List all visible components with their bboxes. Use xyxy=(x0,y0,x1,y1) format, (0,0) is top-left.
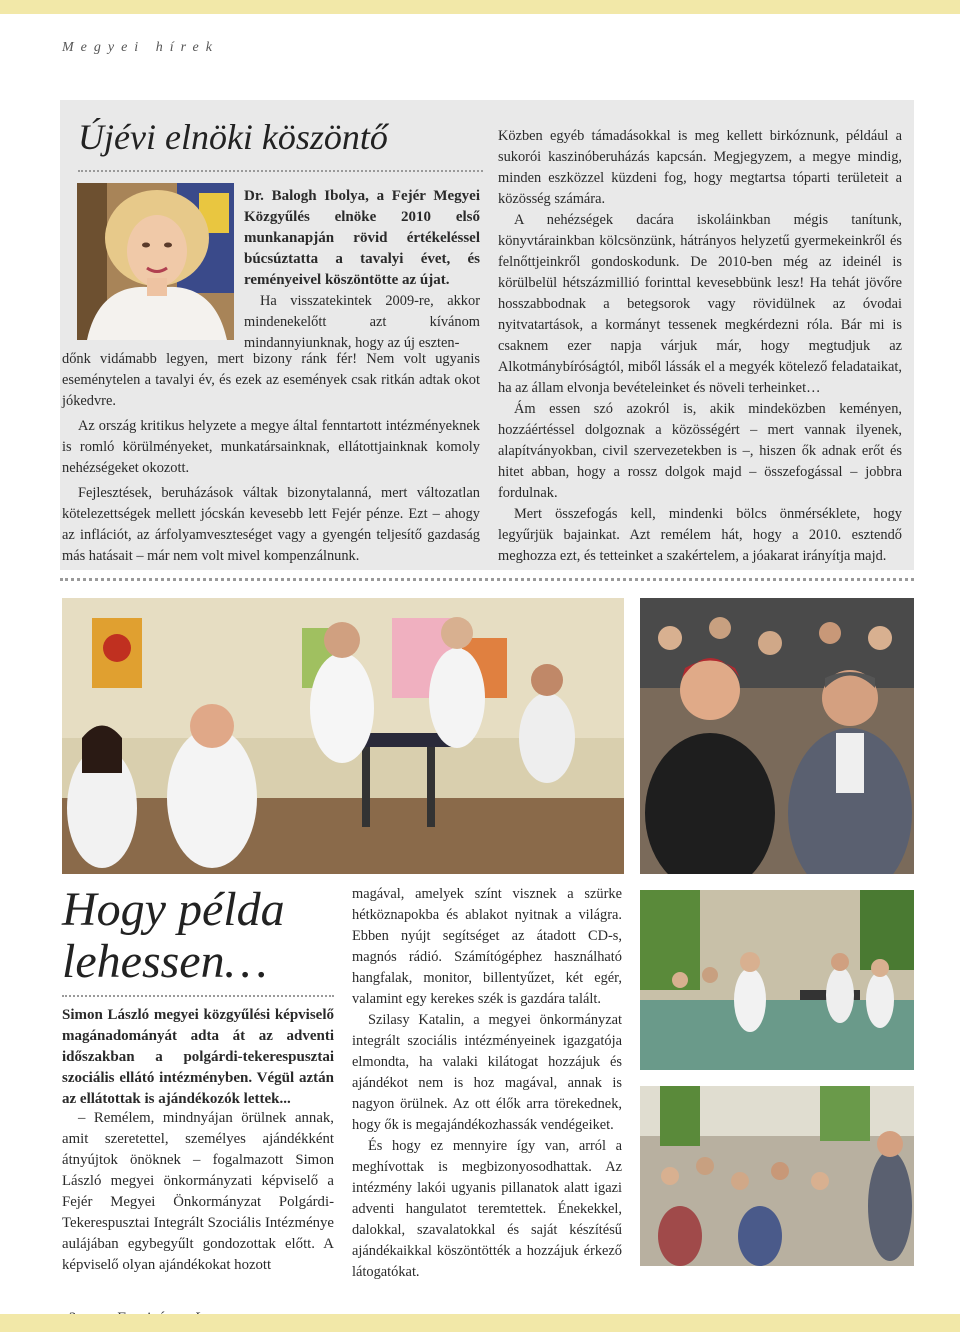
top-color-band xyxy=(0,0,960,14)
title-divider xyxy=(78,170,483,172)
paragraph-text: Fejlesztések, beruházások váltak bizonytalanná, mert változatlan kötelezettségek mellett jócskán kevesebb lett Fejér pénze. Ezt – ahogy az inflációt, az árfolyamveszteséget vagy a gyengén teljesítő gazdaság más hatásait – már nem volt mivel kompenzálnunk. xyxy=(62,485,480,564)
article1-intro: Dr. Balogh Ibolya, a Fejér Megyei Közgyűlés elnöke 2010 első munkanapján rövid értékeléssel búcsúztatta a tavalyi évet, és reményeivel köszöntötte az újat. xyxy=(244,188,480,288)
article2-intro: Simon László megyei közgyűlési képviselő magánadományát adta át az adventi időszakban a polgárdi-tekerespusztai szociális ellátó intézményben. Végül aztán az ellátottak is ajándékozók lettek... xyxy=(62,1007,334,1107)
paragraph-text: Ha visszatekintek 2009-re, akkor mindenekelőtt azt kívánom mindannyiunknak, hogy az új eszten- xyxy=(244,293,480,351)
article2-column-2 xyxy=(352,884,622,1283)
paragraph-text: dőnk vidámabb legyen, mert bizony ránk fér! Nem volt ugyanis eseménytelen a tavalyi év, és ezek az események csak ritkán adtak okot jókedvre. xyxy=(62,351,480,409)
paragraph-rest: Nem volt ugyanis eseménytelen a tavalyi év, és ezek az események csak ritkán adtak okot jókedvre. xyxy=(62,351,480,409)
paragraph-text: És hogy ez mennyire így van, arról a meghívottak is megbizonyosodhattak. Az intézmény lakói ugyanis pillanatok alatt igazi adventi hangulatot teremtettek. Énekekkel, dalokkal, szavalatokkal és saját készítésű ajándékaikkal köszöntötték a hozzájuk érkező látogatókat. xyxy=(352,1138,622,1280)
paragraph-text: Közben egyéb támadásokkal is meg kellett birkóznunk, például a sukorói kaszinóberuházás kapcsán. Megjegyzem, a megye mindig, minden eszközzel küzdeni fog, hogy megtartsa tóparti területeit a közösség számára. xyxy=(498,128,902,207)
section-divider xyxy=(60,578,914,581)
article2-title xyxy=(62,884,342,988)
article1-paragraph-1b xyxy=(62,349,480,567)
paragraph-text: A nehézségek dacára iskoláinkban mégis tanítunk, könyvtárainkban kölcsönzünk, hátrányos helyzetű gyermekeinkről és felnőttjeinkről gondoskodunk. De 2010-ben még az ideinél is körülbelül hétszázmillió forinttal kevesebbünk lesz! Ha tehát jövőre hosszabbodnak a betegsorok vagy rövidülnek az óvodai nyitvatartások, a kormányt tessenek megkérdezni róla. Bár mi is csaknem ezer napja várjuk már, hogy megtudjuk az Alkotmánybíróságtól, miből lássák el a megyék kötelező feladataikat, ha az állam elvonja bevételeinket és növeli terheinket… xyxy=(498,212,902,396)
section-label: Megyei hírek xyxy=(62,40,219,55)
article2-column-1 xyxy=(62,1108,334,1288)
paragraph-text: Ám essen szó azokról is, akik mindeközben keményen, hozzáértéssel dolgoznak a közösségért – mert vannak ilyenek, alapítványokban, civil szervezetekben is –, hiszen ők adnak erőt és hitet abban, hogy a rossz dolgok majd – összefogással – jobbra fordulnak. xyxy=(498,401,902,501)
portrait-photo xyxy=(77,183,234,340)
paragraph-text: Az ország kritikus helyzete a megye által fenntartott intézményeknek is romló körülményeket, munkatársainknak, ellátottjainknak komoly nehézségeket okozott. xyxy=(62,418,480,476)
paragraph-text: magával, amelyek színt visznek a szürke hétköznapokba és ablakot nyitnak a világra. Ebben nyújt segítséget az átadott CD-s, magnós rádió. Számítógéphez használható hangfalak, monitor, billentyűzet, két egér, valamint egy kerekes szék is gazdára talált. xyxy=(352,886,622,1007)
article1-paragraph-1a xyxy=(244,291,480,354)
paragraph-text: Szilasy Katalin, a megyei önkormányzat integrált szociális intézményeinek igazgatója elmondta, ha valaki kilátogat hozzájuk és ajándékot nem is hoz magával, annak is nagyon örülnek. Az ott élők arra törekednek, hogy ők is megajándékozhassák vendégeiket. xyxy=(352,1012,622,1133)
article2-title-line-1: Hogy példa xyxy=(62,883,285,936)
paragraph-text: – Remélem, mindnyájan örülnek annak, amit szeretettel, személyes ajándékként átnyújtok önöknek – fogalmazott Simon László megyei önkormányzati képviselő a Fejér Megyei Önkormányzat Polgárdi-Tekerespusztai Integrált Szociális Intézménye aulájában egybegyűlt gondozottak előtt. A képviselő olyan ajándékokat hozott xyxy=(62,1110,334,1273)
audience-photo xyxy=(640,598,914,874)
paragraph-text: Mert összefogás kell, mindenki bölcs önmérséklete, hogy legyűrjük bajainkat. Azt remélem hát, hogy a 2010. esztendő meghozza ezt, és tetteinket a szakértelem, a jóakarat irányítja majd. xyxy=(498,506,902,564)
presentation-photo xyxy=(640,890,914,1070)
article2-title-line-2: lehessen… xyxy=(62,935,268,988)
bottom-color-band xyxy=(0,1314,960,1332)
stage-performance-photo xyxy=(62,598,624,874)
speech-photo xyxy=(640,1086,914,1266)
article1-title: Újévi elnöki köszöntő xyxy=(78,117,388,157)
article1-column-2 xyxy=(498,126,902,567)
title-divider xyxy=(62,995,334,997)
